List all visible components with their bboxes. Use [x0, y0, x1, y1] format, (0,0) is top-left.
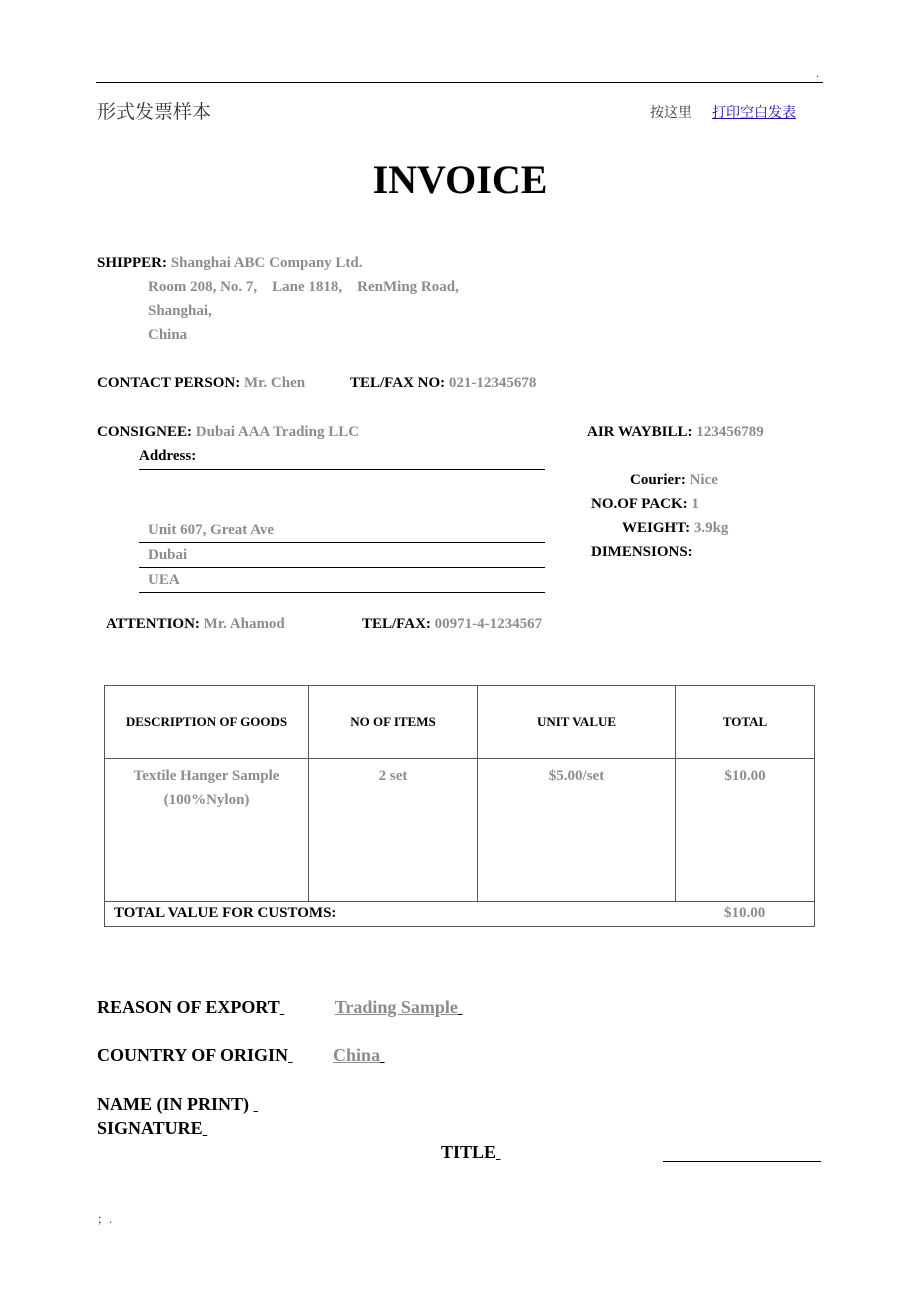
air-waybill-value: 123456789: [696, 424, 764, 440]
attention-tel-label: TEL/FAX:: [362, 616, 431, 632]
consignee-name: Dubai AAA Trading LLC: [195, 424, 360, 440]
contact-tel-value: 021-12345678: [448, 375, 537, 391]
dimensions-label: DIMENSIONS:: [591, 544, 693, 560]
print-hint-text: 按这里: [650, 105, 692, 121]
shipper-address-line2: Shanghai,: [148, 303, 212, 319]
country-of-origin-line: [97, 1045, 722, 1066]
packs-label: NO.OF PACK:: [591, 496, 688, 512]
customs-total-label: TOTAL VALUE FOR CUSTOMS:: [114, 905, 337, 921]
contact-person-value: Mr. Chen: [243, 375, 306, 391]
courier-line: [630, 472, 718, 489]
address-rule-1: [139, 469, 545, 470]
consignee-address-line3: UEA: [148, 572, 180, 588]
courier-value: Nice: [689, 472, 718, 488]
contact-tel-line: [350, 375, 536, 392]
consignee-address-line2: Dubai: [148, 547, 188, 563]
customs-total-value: $10.00: [724, 905, 766, 921]
reason-value: Trading Sample: [334, 997, 458, 1017]
address-rule-3: [139, 567, 545, 568]
description-line2: (100%Nylon): [163, 792, 250, 808]
address-rule-2: [139, 542, 545, 543]
title-label: TITLE: [441, 1142, 497, 1162]
shipper-address-line3: China: [148, 327, 188, 343]
title-blank-rule: [663, 1161, 821, 1162]
shipper-line: [97, 255, 363, 272]
attention-tel-line: [362, 616, 542, 633]
shipper-label: SHIPPER:: [97, 255, 168, 271]
goods-table: [104, 685, 815, 927]
print-blank-form-link[interactable]: 打印空白发表: [712, 105, 796, 121]
name-in-print-line: [97, 1094, 366, 1115]
reason-label: REASON OF EXPORT: [97, 997, 280, 1017]
title-line: [441, 1142, 543, 1163]
consignee-address-label: Address:: [139, 448, 197, 464]
contact-person-line: [97, 375, 305, 392]
attention-tel-value: 00971-4-1234567: [434, 616, 543, 632]
cell-unit-value: $5.00/set: [478, 759, 676, 902]
consignee-label: CONSIGNEE:: [97, 424, 193, 440]
description-line1: Textile Hanger Sample: [133, 768, 280, 784]
contact-tel-label: TEL/FAX NO:: [350, 375, 446, 391]
header-unit-value: UNIT VALUE: [478, 686, 676, 759]
shipper-company: Shanghai ABC Company Ltd.: [170, 255, 363, 271]
address-rule-4: [139, 592, 545, 593]
name-label: NAME (IN PRINT): [97, 1094, 249, 1114]
bottom-mark: ；.: [97, 1212, 113, 1226]
weight-value: 3.9kg: [693, 520, 729, 536]
cell-items: 2 set: [309, 759, 478, 902]
weight-line: [622, 520, 728, 537]
signature-line: [97, 1118, 361, 1139]
top-mark: .: [816, 66, 819, 80]
cell-description: [105, 759, 309, 902]
consignee-address-line1: Unit 607, Great Ave: [148, 522, 275, 538]
country-value: China: [333, 1045, 381, 1065]
contact-person-label: CONTACT PERSON:: [97, 375, 241, 391]
air-waybill-label: AIR WAYBILL:: [587, 424, 693, 440]
goods-table-header-row: [105, 686, 815, 759]
signature-label: SIGNATURE: [97, 1118, 203, 1138]
customs-total-cell: [105, 902, 815, 927]
courier-label: Courier:: [630, 472, 686, 488]
packs-value: 1: [691, 496, 699, 512]
table-row: [105, 759, 815, 902]
reason-of-export-line: [97, 997, 772, 1018]
packs-line: [591, 496, 699, 513]
cell-total: $10.00: [676, 759, 815, 902]
country-label: COUNTRY OF ORIGIN: [97, 1045, 289, 1065]
attention-line: [106, 616, 285, 633]
header-no-of-items: NO OF ITEMS: [309, 686, 478, 759]
invoice-title: INVOICE: [372, 157, 548, 202]
consignee-line: [97, 424, 359, 441]
attention-label: ATTENTION:: [106, 616, 200, 632]
air-waybill-line: [587, 424, 764, 441]
header-total: TOTAL: [676, 686, 815, 759]
weight-label: WEIGHT:: [622, 520, 691, 536]
customs-total-row: [105, 902, 815, 927]
shipper-address-line1: Room 208, No. 7, Lane 1818, RenMing Road,: [148, 279, 459, 295]
attention-name: Mr. Ahamod: [203, 616, 285, 632]
page-header-title: 形式发票样本: [97, 101, 212, 123]
top-rule: [96, 82, 823, 83]
header-description: DESCRIPTION OF GOODS: [105, 686, 309, 759]
